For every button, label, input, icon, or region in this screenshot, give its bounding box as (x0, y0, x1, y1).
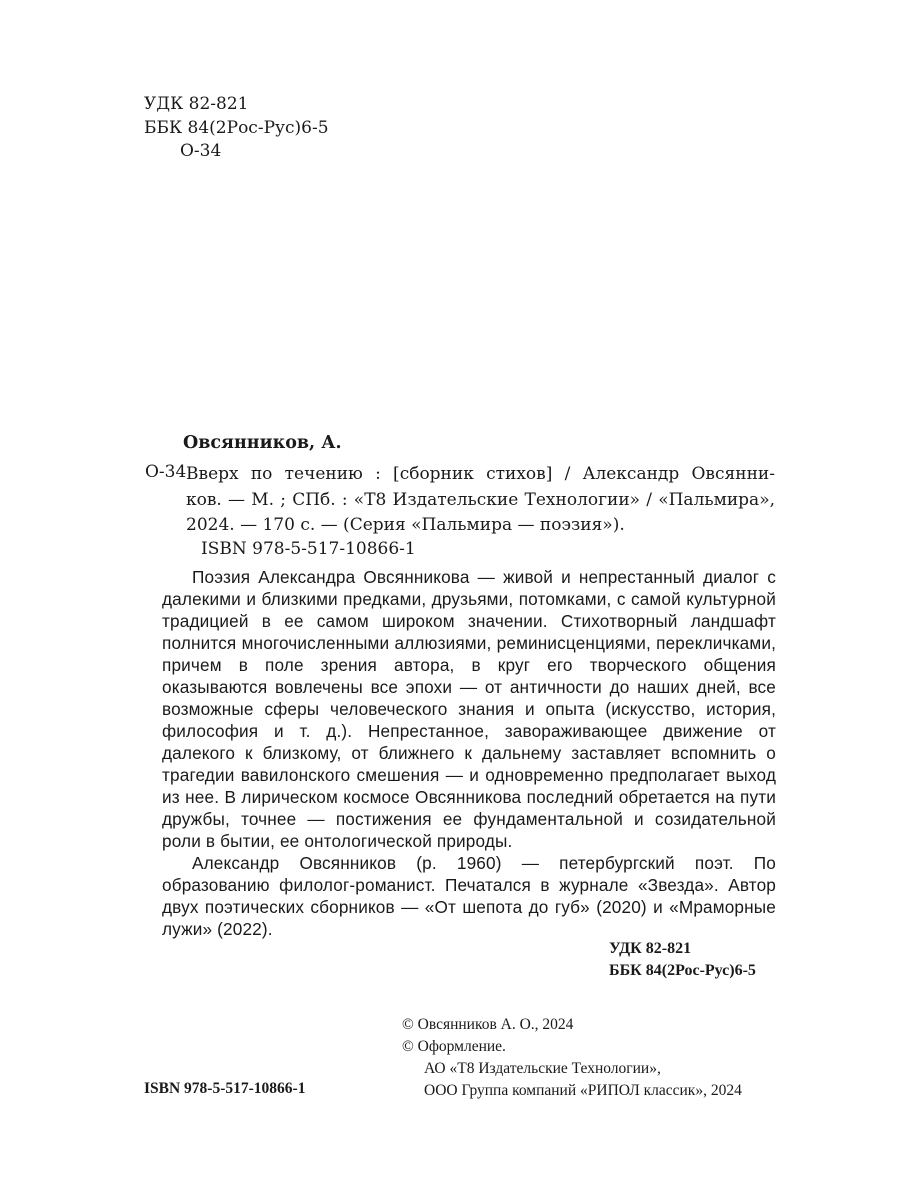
abstract-paragraph: Поэзия Александра Овсянникова — живой и непрестанный диалог с далекими и близкими предками, друзьями, потомками, с самой культурной традицией в ее самом широком значении. Стихотворный ландшафт полнится многочисленными аллюзиями, реминисценциями, перекличками, причем в поле зрения автора, в круг его творческого общения оказываются вовлечены все эпохи — от античности до наших дней, все возможные сферы человеческого знания и опыта (искусство, история, философия и т. д.). Непрестанное, завораживающее движение от далекого к близкому, от ближнего к дальнему заставляет вспомнить о трагедии вавилонского смешения — и одновременно предполагает выход из нее. В лирическом космосе Овсянникова последний обретается на пути дружбы, точнее — постижения ее фундаментальной и созидательной роли в бытии, ее онтологической природы. (162, 567, 776, 851)
classification-codes-right (609, 938, 756, 982)
copyright-publisher-2: ООО Группа компаний «РИПОЛ классик», 2024 (424, 1082, 742, 1099)
udk-code: УДК 82-821 (144, 94, 249, 114)
udk-code-right: УДК 82-821 (609, 940, 692, 957)
copyright-author: © Овсянников А. О., 2024 (402, 1016, 574, 1033)
abstract (162, 566, 776, 940)
catalog-entry-rest: ков. — М. ; СПб. : «Т8 Издательские Технологии» / «Пальмира», 2024. — 170 с. — (Серия «Пальмира — поэзия»). (186, 489, 775, 535)
copyright-design: © Оформление. (402, 1038, 506, 1055)
author-bio-paragraph: Александр Овсянников (р. 1960) — петербургский поэт. По образованию филолог-романист. Печатался в журнале «Звезда». Автор двух поэтических сборников — «От шепота до губ» (2020) и «Мраморные лужи» (2022). (162, 853, 776, 939)
isbn-bottom: ISBN 978-5-517-10866-1 (144, 1080, 306, 1097)
bbk-code-right: ББК 84(2Рос-Рус)6-5 (609, 962, 756, 979)
copyright-publisher-1: АО «Т8 Издательские Технологии», (424, 1060, 661, 1077)
copyright-block (402, 1014, 742, 1102)
bbk-code: ББК 84(2Рос-Рус)6-5 (144, 117, 329, 138)
catalog-isbn: ISBN 978-5-517-10866-1 (201, 539, 416, 559)
catalog-author: Овсянников, А. (183, 433, 342, 453)
catalog-entry-line1: Вверх по течению : [сборник стихов] / Александр Овсянни- (186, 464, 775, 484)
author-mark: О-34 (180, 141, 222, 161)
catalog-entry (186, 462, 775, 539)
top-classification-codes (144, 93, 329, 164)
catalog-author-mark: О-34 (145, 462, 187, 482)
